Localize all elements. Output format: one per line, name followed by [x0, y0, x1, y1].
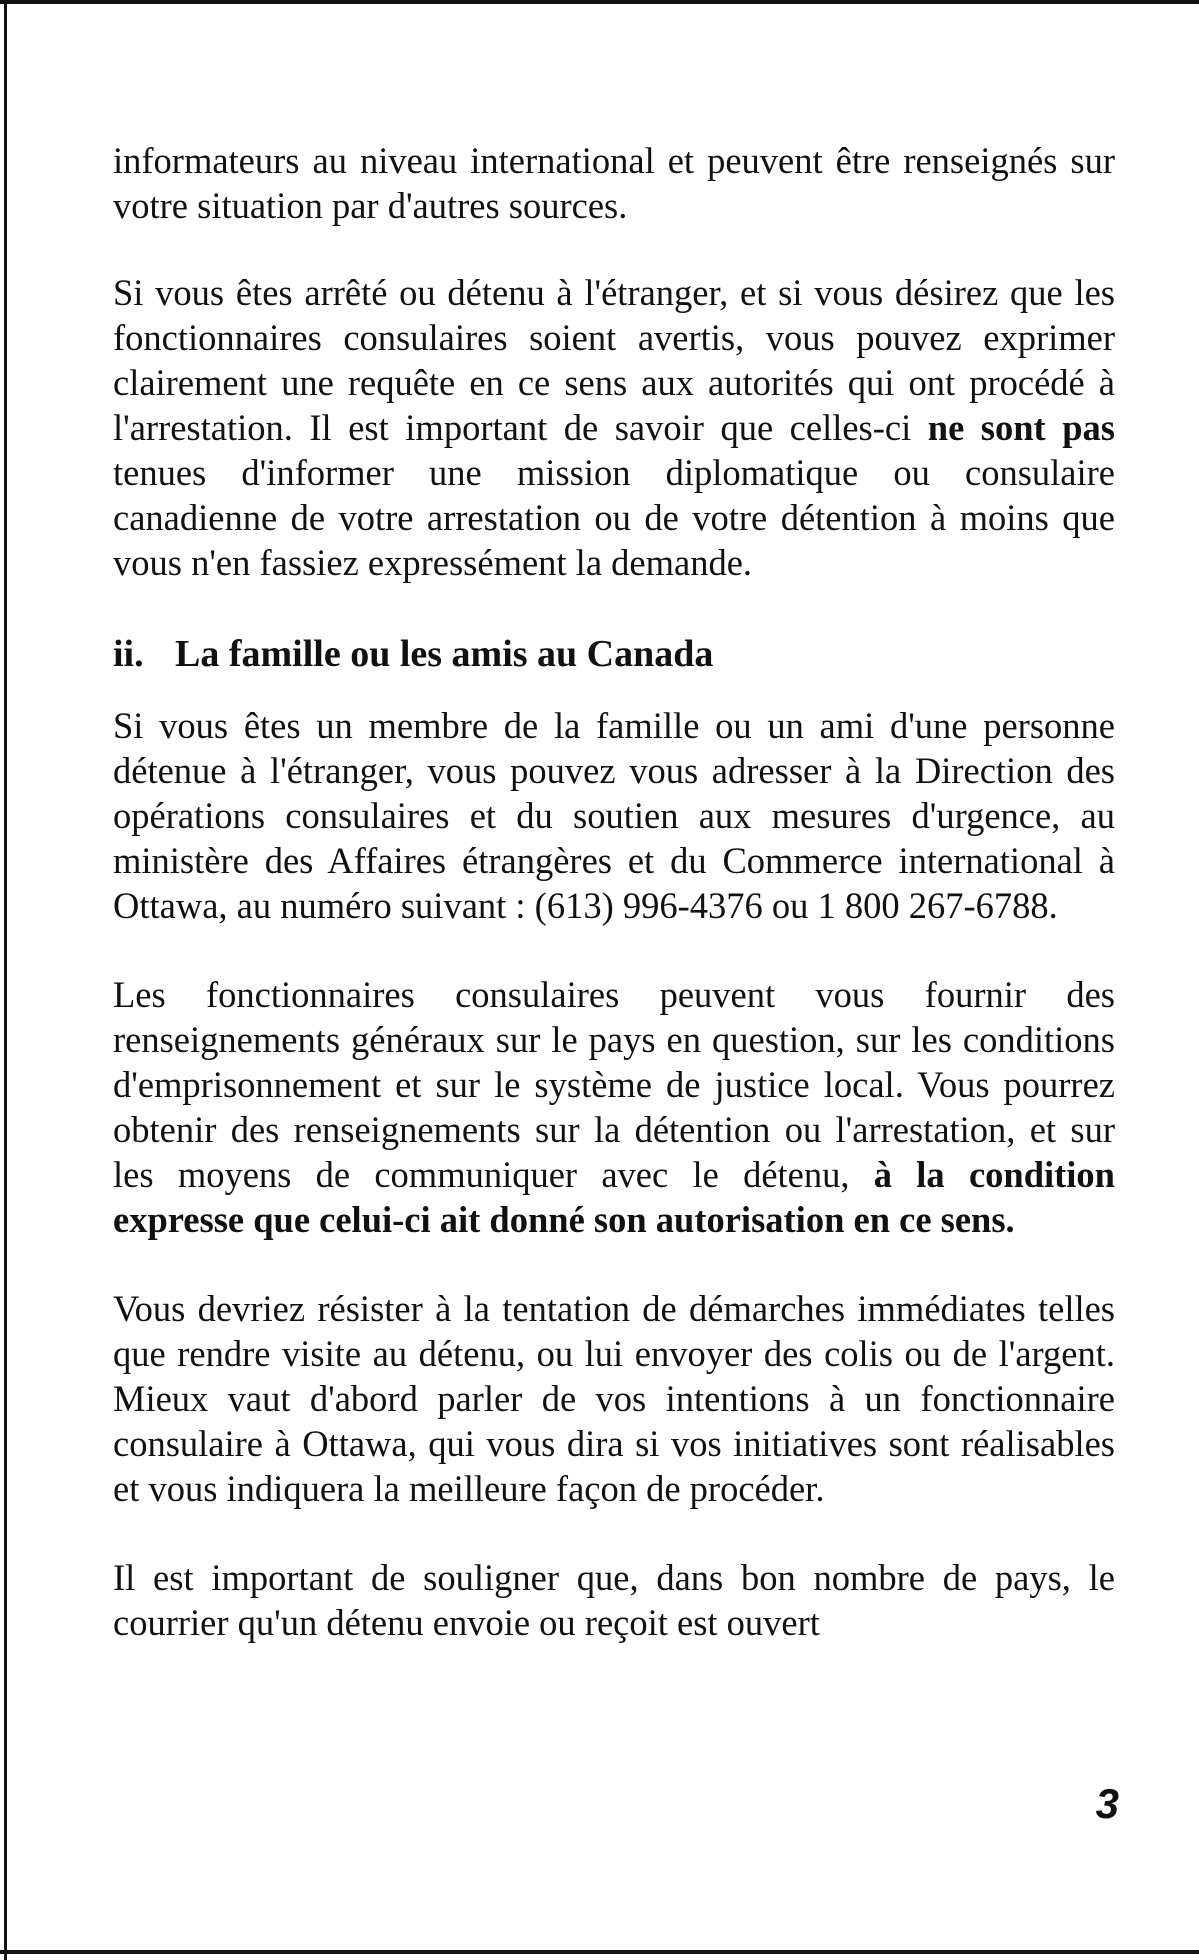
- paragraph-arrestation: [113, 270, 1115, 585]
- page-number: 3: [1095, 1780, 1119, 1827]
- page-border-left: [4, 0, 7, 1960]
- page-body: [113, 138, 1115, 1689]
- section-heading: [113, 629, 1115, 679]
- paragraph-fonctionnaires-emphasis: à la condition expresse que celui-ci ait donné son autorisation en ce sens.: [113, 1154, 1115, 1240]
- paragraph-arrestation-part1: Si vous êtes arrêté ou détenu à l'étranger, et si vous désirez que les fonctionnaires consulaires soient avertis, vous pouvez exprimer clairement une requête en ce sens aux autorités qui ont procédé à l'arrestation. Il est important de savoir que celles-ci: [113, 272, 1115, 448]
- paragraph-fonctionnaires: [113, 972, 1115, 1242]
- page-border-top: [0, 0, 1199, 4]
- paragraph-arrestation-emphasis: ne sont pas: [927, 407, 1115, 448]
- paragraph-famille: Si vous êtes un membre de la famille ou un ami d'une personne détenue à l'étranger, vous pouvez vous adresser à la Direction des opérations consulaires et du soutien aux mesures d'urgence, au ministère des Affaires étrangères et du Commerce international à Ottawa, au numéro suivant : (613) 996-4376 ou 1 800 267-6788.: [113, 705, 1115, 926]
- paragraph-fonctionnaires-part1: Les fonctionnaires consulaires peuvent vous fournir des renseignements généraux sur le pays en question, sur les conditions d'emprisonnement et sur le système de justice local. Vous pourrez obtenir des renseignements sur la détention ou l'arrestation, et sur les moyens de communiquer avec le détenu,: [113, 974, 1115, 1195]
- paragraph-informateurs: informateurs au niveau international et peuvent être renseignés sur votre situation par d'autres sources.: [113, 140, 1115, 226]
- paragraph-courrier: Il est important de souligner que, dans bon nombre de pays, le courrier qu'un détenu envoie ou reçoit est ouvert: [113, 1557, 1115, 1643]
- paragraph-arrestation-part2: tenues d'informer une mission diplomatique ou consulaire canadienne de votre arrestation ou de votre détention à moins que vous n'en fassiez expressément la demande.: [113, 452, 1115, 583]
- section-title: La famille ou les amis au Canada: [175, 633, 714, 675]
- section-number: ii.: [113, 633, 144, 675]
- page-border-bottom: [0, 1950, 1199, 1954]
- paragraph-demarches: Vous devriez résister à la tentation de démarches immédiates telles que rendre visite au détenu, ou lui envoyer des colis ou de l'argent. Mieux vaut d'abord parler de vos intentions à un fonctionnaire consulaire à Ottawa, qui vous dira si vos initiatives sont réalisables et vous indiquera la meilleure façon de procéder.: [113, 1288, 1115, 1509]
